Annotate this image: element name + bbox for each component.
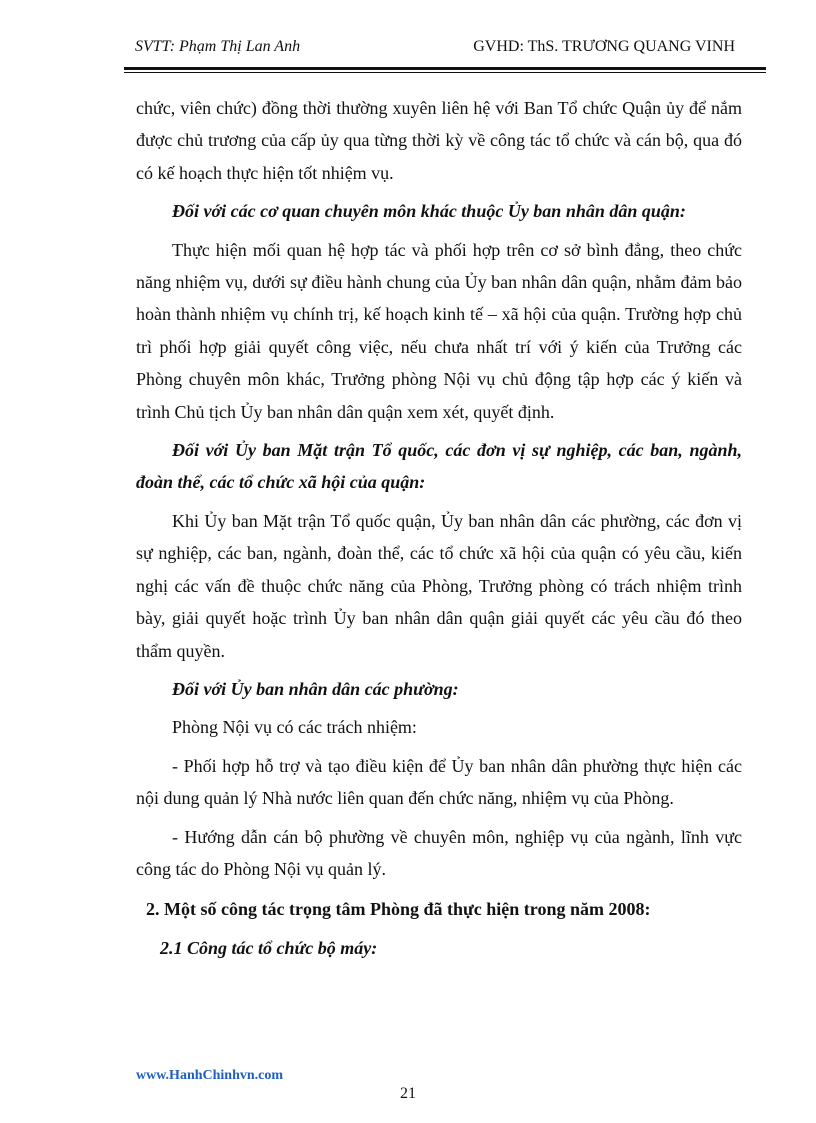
paragraph: Thực hiện mối quan hệ hợp tác và phối hợp trên cơ sở bình đẳng, theo chức năng nhiệm vụ, dưới sự điều hành chung của Ủy ban nhân dân quận, nhằm đảm bảo hoàn thành nhiệm vụ chính trị, kế hoạch kinh tế – xã hội của quận. Trường hợp chủ trì phối hợp giải quyết công việc, nếu chưa nhất trí với ý kiến của Trưởng các Phòng chuyên môn khác, Trưởng phòng Nội vụ chủ động tập hợp các ý kiến và trình Chủ tịch Ủy ban nhân dân quận xem xét, quyết định. xyxy=(136,239,742,422)
page-number: 21 xyxy=(400,1085,416,1102)
list-item: - Phối hợp hỗ trợ và tạo điều kiện để Ủy ban nhân dân phường thực hiện các nội dung quản lý Nhà nước liên quan đến chức năng, nhiệm vụ của Phòng. xyxy=(136,755,742,809)
supervisor-name: GVHD: ThS. TRƯƠNG QUANG VINH xyxy=(473,38,735,55)
page-body xyxy=(136,92,742,964)
section-heading-2-1: 2.1 Công tác tổ chức bộ máy: xyxy=(160,937,378,958)
subheading-front: Đối với Ủy ban Mặt trận Tổ quốc, các đơn vị sự nghiệp, các ban, ngành, đoàn thể, các tổ chức xã hội của quận: xyxy=(136,440,742,493)
website-link[interactable]: www.HanhChinhvn.com xyxy=(136,1068,284,1083)
page-header xyxy=(135,38,735,62)
section-heading-2: 2. Một số công tác trọng tâm Phòng đã thực hiện trong năm 2008: xyxy=(146,899,651,920)
paragraph: Khi Ủy ban Mặt trận Tổ quốc quận, Ủy ban nhân dân các phường, các đơn vị sự nghiệp, các ban, ngành, đoàn thể, các tổ chức xã hội của quận có yêu cầu, kiến nghị các vấn đề thuộc chức năng của Phòng, Trưởng phòng có trách nhiệm trình bày, giải quyết hoặc trình Ủy ban nhân dân quận giải quyết các yêu cầu đó theo thẩm quyền. xyxy=(136,510,742,661)
header-rule-thick xyxy=(124,67,766,70)
subheading-agencies: Đối với các cơ quan chuyên môn khác thuộc Ủy ban nhân dân quận: xyxy=(172,201,686,222)
paragraph: Phòng Nội vụ có các trách nhiệm: xyxy=(172,717,417,738)
list-item: - Hướng dẫn cán bộ phường về chuyên môn, nghiệp vụ của ngành, lĩnh vực công tác do Phòng Nội vụ quản lý. xyxy=(136,826,742,879)
student-name: SVTT: Phạm Thị Lan Anh xyxy=(135,38,301,55)
subheading-wards: Đối với Ủy ban nhân dân các phường: xyxy=(172,678,459,699)
header-rule-thin xyxy=(124,72,766,73)
paragraph: chức, viên chức) đồng thời thường xuyên liên hệ với Ban Tổ chức Quận ủy để nắm được chủ trương của cấp ủy qua từng thời kỳ về công tác tổ chức và cán bộ, qua đó có kế hoạch thực hiện tốt nhiệm vụ. xyxy=(136,98,742,183)
